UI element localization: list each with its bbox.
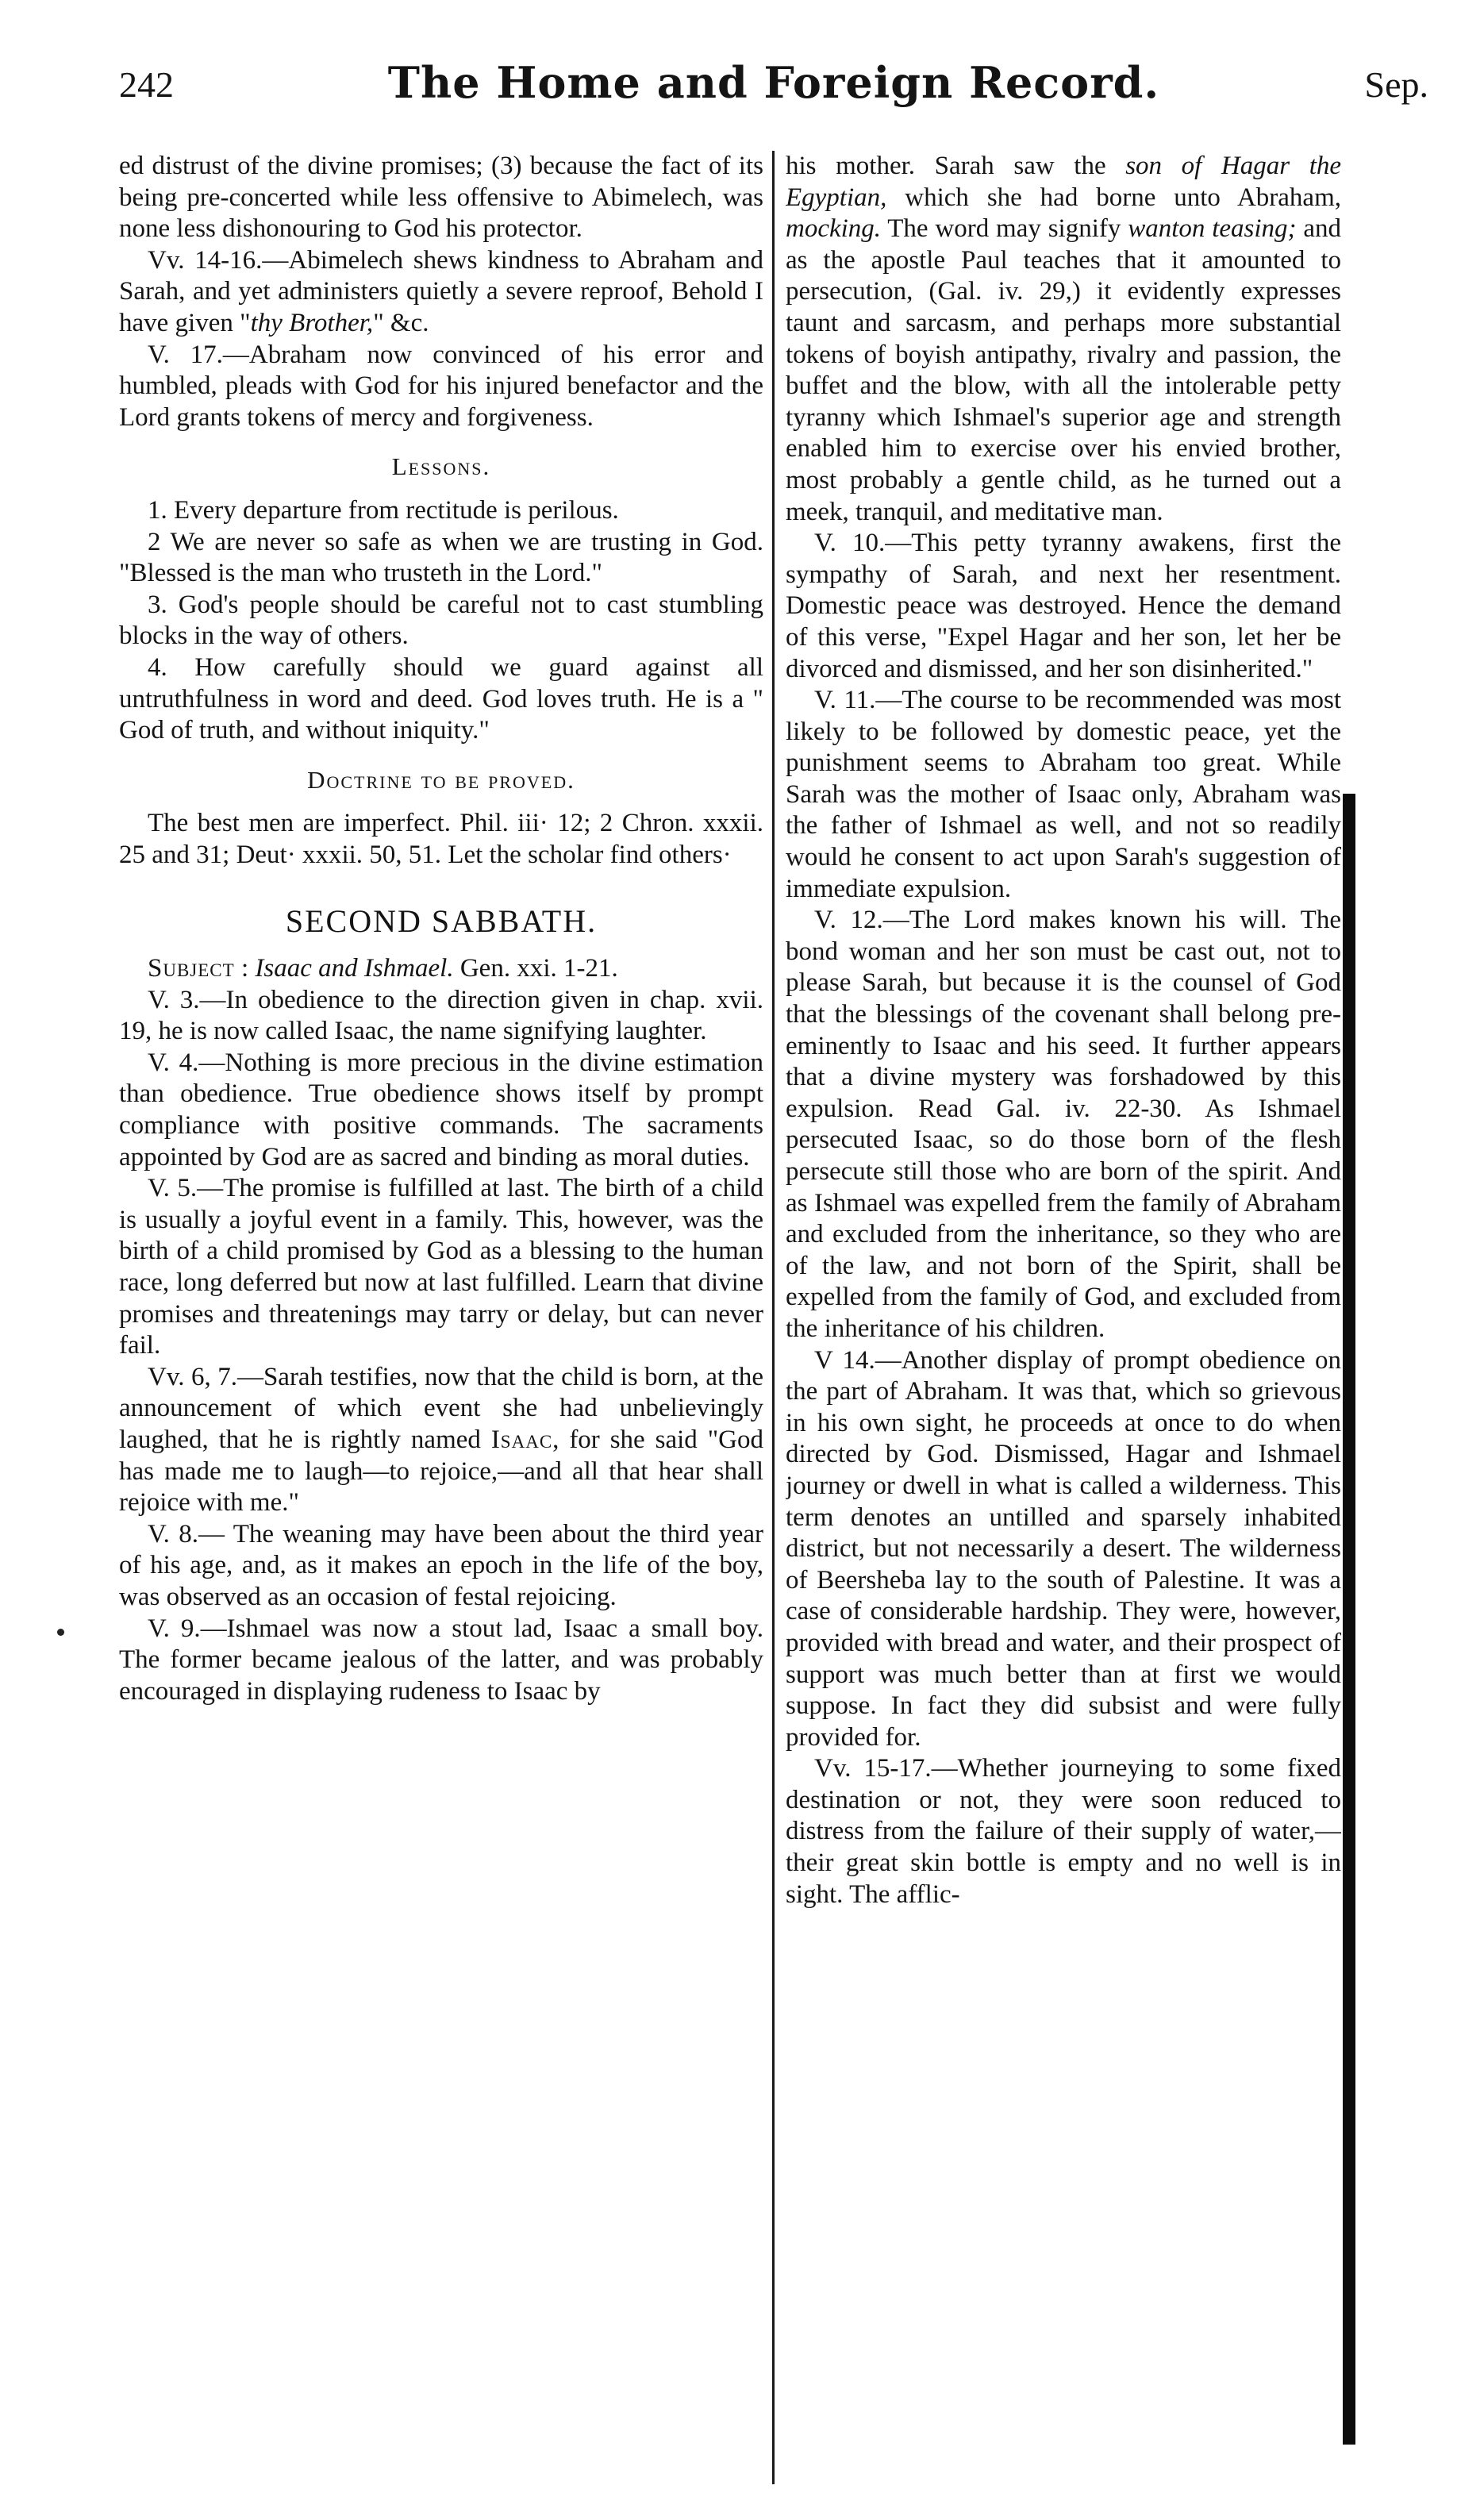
paragraph-vv14-16: Vv. 14-16.—Abimelech shews kindness to Abraham and Sarah, and yet administers quietly a severe reproof, Behold I have given "thy Brother," &c. <box>119 245 763 337</box>
subject-line: Subject : Isaac and Ishmael. Gen. xxi. 1-21. <box>148 954 618 983</box>
paragraph-vv6-7: Vv. 6, 7.—Sarah testifies, now that the child is born, at the announcement of which event she had unbelievingly laughed, that he is rightly named Isaac, for she said "God has made me to laugh—to rejoice,—and all that hear shall rejoice with me." <box>119 1362 763 1518</box>
page-header <box>119 57 1428 121</box>
paragraph-v17: V. 17.—Abraham now convinced of his error and humbled, pleads with God for his injured benefactor and the Lord grants tokens of mercy and forgiveness. <box>119 340 763 432</box>
lesson-2: 2 We are never so safe as when we are trusting in God. "Blessed is the man who trusteth in the Lord." <box>119 527 763 588</box>
paragraph-v14: V 14.—Another display of prompt obedience on the part of Abraham. It was that, which so grievous in his own sight, he proceeds at once to do when directed by God. Dismissed, Hagar and Ishmael journey or dwell in what is called a wilderness. This term denotes an untilled and sparsely inhabited district, but not necessarily a desert. The wilderness of Beersheba lay to the south of Palestine. It was a case of considerable hardship. They were, however, provided with bread and water, and their prospect of support was much better than at first we would suppose. In fact they did subsist and were fully provided for. <box>786 1345 1341 1752</box>
lesson-3: 3. God's people should be careful not to cast stumbling blocks in the way of others. <box>119 590 763 651</box>
running-title: The Home and Foreign Record. <box>387 57 1160 108</box>
paragraph-v9: V. 9.—Ishmael was now a stout lad, Isaac a small boy. The former became jealous of the latter, and was probably encouraged in displaying rudeness to Isaac by <box>119 1614 763 1706</box>
right-column <box>786 151 1341 2453</box>
column-divider <box>772 151 775 2484</box>
running-month: Sep. <box>1364 64 1428 105</box>
lesson-4: 4. How carefully should we guard against all untruthfulness in word and deed. God loves truth. He is a " God of truth, and without iniquity." <box>119 652 763 745</box>
margin-dot <box>57 1629 64 1636</box>
paragraph-v4: V. 4.—Nothing is more precious in the divine estimation than obedience. True obedience shows itself by prompt compliance with positive commands. The sacraments appointed by God are as sacred and binding as moral duties. <box>119 1048 763 1171</box>
paragraph-continuation-right: his mother. Sarah saw the son of Hagar the Egyptian, which she had borne unto Abraham, mocking. The word may signify wanton teasing; and as the apostle Paul teaches that it amounted to persecution, (Gal. iv. 29,) it evidently expresses taunt and sarcasm, and perhaps more substantial tokens of boyish antipathy, rivalry and passion, the buffet and the blow, with all the intolerable petty tyranny which Ishmael's superior age and strength enabled him to exercise over his envied brother, most probably a gentle child, as he turned out a meek, tranquil, and meditative man. <box>786 152 1341 526</box>
section-heading: SECOND SABBATH. <box>285 903 598 940</box>
lesson-1: 1. Every departure from rectitude is perilous. <box>148 495 619 525</box>
lessons-heading: Lessons. <box>391 452 491 481</box>
page-number: 242 <box>119 64 174 105</box>
paragraph-v12: V. 12.—The Lord makes known his will. The bond woman and her son must be cast out, not to please Sarah, but because it is the counsel of God that the blessings of the covenant shall belong pre-eminently to Isaac and his seed. It further appears that a divine mystery was forshadowed by this expulsion. Read Gal. iv. 22-30. As Ishmael persecuted Isaac, so do those born of the flesh persecute still those who are born of the spirit. And as Ishmael was expelled frem the family of Abraham and excluded from the inheritance, so they who are of the law, and not born of the Spirit, shall be expelled from the family of God, and excluded from the inheritance of his children. <box>786 906 1341 1343</box>
paragraph-v11: V. 11.—The course to be recommended was most likely to be followed by domestic peace, yet the punishment seems to Abraham too great. While Sarah was the mother of Isaac only, Abraham was the father of Ishmael as well, and not so readily would he consent to act upon Sarah's suggestion of immediate expulsion. <box>786 686 1341 903</box>
left-column <box>119 151 763 2453</box>
paragraph-v5: V. 5.—The promise is fulfilled at last. The birth of a child is usually a joyful event in a family. This, however, was the birth of a child promised by God as a blessing to the human race, long deferred but now at last fulfilled. Learn that divine promises and threatenings may tarry or delay, but can never fail. <box>119 1174 763 1360</box>
doctrine-heading: Doctrine to be proved. <box>307 765 575 794</box>
paragraph-continuation: ed distrust of the divine promises; (3) because the fact of its being pre-concerted while less offensive to Abimelech, was none less dishonouring to God his protector. <box>119 152 763 244</box>
paragraph-v8: V. 8.— The weaning may have been about the third year of his age, and, as it makes an epoch in the life of the boy, was observed as an occasion of festal rejoicing. <box>119 1519 763 1611</box>
paragraph-v10: V. 10.—This petty tyranny awakens, first the sympathy of Sarah, and next her resentment. Domestic peace was destroyed. Hence the demand of this verse, "Expel Hagar and her son, let her be divorced and dismissed, and her son disinherited." <box>786 529 1341 683</box>
doctrine-text: The best men are imperfect. Phil. iii· 12; 2 Chron. xxxii. 25 and 31; Deut· xxxii. 50, 51. Let the scholar find others· <box>119 809 763 869</box>
page-edge-shadow <box>1343 794 1355 2445</box>
paragraph-vv15-17: Vv. 15-17.—Whether journeying to some fixed destination or not, they were soon reduced to distress from the failure of their supply of water,—their great skin bottle is empty and no well is in sight. The afflic- <box>786 1754 1341 1909</box>
paragraph-v3: V. 3.—In obedience to the direction given in chap. xvii. 19, he is now called Isaac, the name signifying laughter. <box>119 985 763 1046</box>
